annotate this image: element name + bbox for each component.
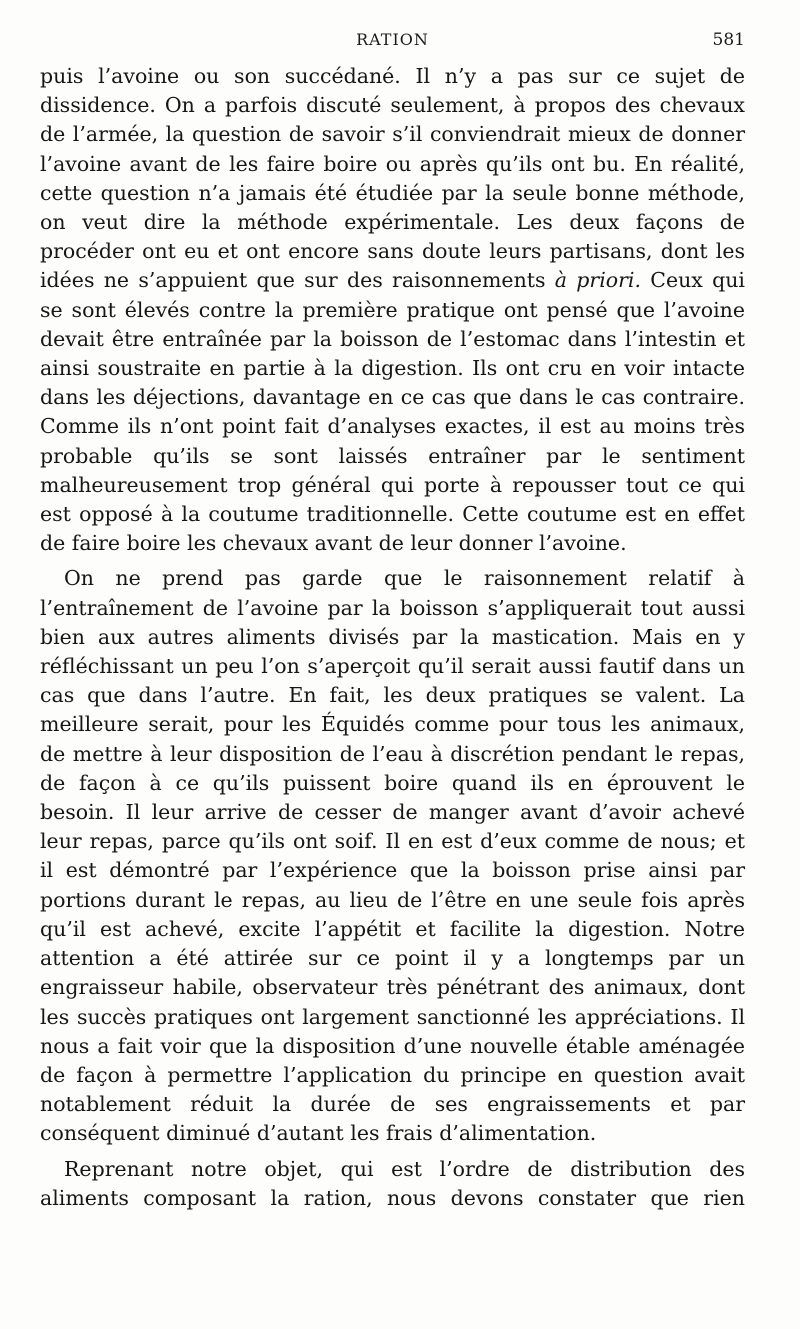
paragraph-3: Reprenant notre objet, qui est l’ordre de distribution des aliments composant la ration, nous devons constater que rien	[40, 1156, 745, 1210]
page-number: 581	[712, 30, 745, 50]
paragraph-2: On ne prend pas garde que le raisonnement relatif à l’entraînement de l’avoine par la boisson s’appliquerait tout aussi bien aux autres aliments divisés par la mastication. Mais en y réfléchissant un peu l’on s’aperçoit qu’il serait aussi fautif dans un cas que dans l’autre. En fait, les deux pratiques se valent. La meilleure serait, pour les Équidés comme pour tous les animaux, de mettre à leur disposition de l’eau à discrétion pendant le repas, de façon à ce qu’ils puissent boire quand ils en éprouvent le besoin. Il leur arrive de cesser de manger avant d’avoir achevé leur repas, parce qu’ils ont soif. Il en est d’eux comme de nous; et il est démontré par l’expérience que la boisson prise ainsi par portions durant le repas, au lieu de l’être en une seule fois après qu’il est achevé, excite l’appétit et facilite la digestion. Notre attention a été attirée sur ce point il y a longtemps par un engraisseur habile, observateur très pénétrant des animaux, dont les succès pratiques ont largement sanctionné les appréciations. Il nous a fait voir que la disposition d’une nouvelle étable aménagée de façon à permettre l’application du principe en question avait notablement réduit la durée de ses engraissements et par conséquent diminué d’autant les frais d’alimentation.	[40, 566, 745, 1146]
paragraph-1	[40, 62, 745, 558]
paragraph-1-text: puis l’avoine ou son succédané. Il n’y a pas sur ce sujet de dissidence. On a parfois discuté seulement, à propos des chevaux de l’armée, la question de savoir s’il conviendrait mieux de donner l’avoine avant de les faire boire ou après qu’ils ont bu. En réalité, cette question n’a jamais été étudiée par la seule bonne méthode, on veut dire la méthode expérimentale. Les deux façons de procéder ont eu et ont encore sans doute leurs partisans, dont les idées ne s’appuient que sur des raisonnements	[40, 64, 745, 293]
italic-a-priori: à priori.	[554, 268, 641, 293]
running-title: RATION	[356, 30, 429, 49]
page-header	[40, 30, 745, 58]
body-text	[40, 62, 745, 1213]
paragraph-1-text-continued: Ceux qui se sont élevés contre la première pratique ont pensé que l’avoine devait être entraînée par la boisson de l’estomac dans l’intestin et ainsi soustraite en partie à la digestion. Ils ont cru en voir intacte dans les déjections, davantage en ce cas que dans le cas contraire. Comme ils n’ont point fait d’analyses exactes, il est au moins très probable qu’ils se sont laissés entraîner par le sentiment malheureusement trop général qui porte à repousser tout ce qui est opposé à la coutume traditionnelle. Cette coutume est en effet de faire boire les chevaux avant de leur donner l’avoine.	[40, 268, 745, 556]
